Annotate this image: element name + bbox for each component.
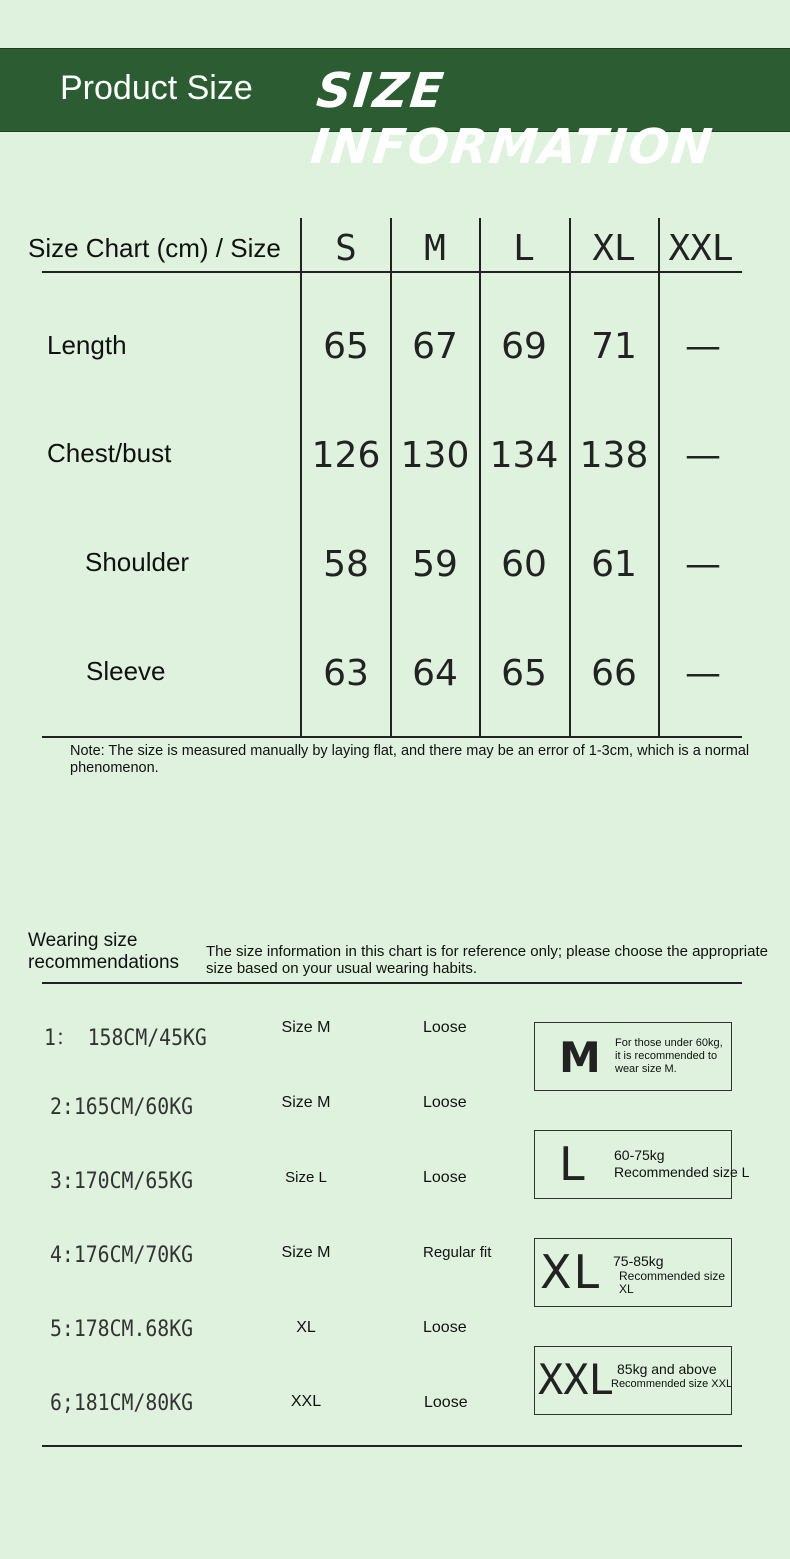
cell-sleeve-l: 65 [501, 653, 547, 694]
row-label-chest: Chest/bust [47, 438, 172, 468]
wearing-bottom-rule [42, 1445, 742, 1447]
box-text-xl [613, 1253, 725, 1296]
cell-length-xl: 71 [591, 326, 637, 367]
table-bottom-rule [42, 736, 742, 738]
cell-sleeve-m: 64 [412, 653, 458, 694]
size-box-l [534, 1130, 750, 1199]
box-letter-l: L [559, 1137, 585, 1191]
size-box-xxl [534, 1346, 732, 1415]
cell-shoulder-xxl: — [685, 544, 721, 585]
size-box-xl [534, 1238, 732, 1307]
rec-height-weight-6: 6;181CM/80KG [50, 1391, 194, 1416]
wearing-title-line1: Wearing size [28, 930, 138, 951]
wearing-title [28, 930, 179, 974]
cell-chest-xl: 138 [579, 435, 649, 476]
size-header-s: S [335, 228, 357, 269]
box-letter-xl: XL [540, 1245, 602, 1299]
cell-shoulder-l: 60 [501, 544, 547, 585]
box-text-l [614, 1147, 749, 1181]
cell-shoulder-xl: 61 [591, 544, 637, 585]
box-m-line1: For those under 60kg, [615, 1037, 723, 1049]
box-text-m [615, 1037, 723, 1076]
cell-sleeve-xxl: — [685, 653, 721, 694]
row-label-shoulder: Shoulder [85, 547, 190, 577]
size-header-xxl: XXL [668, 228, 734, 269]
box-m-line2: it is recommended to [615, 1050, 718, 1062]
cell-sleeve-s: 63 [323, 653, 369, 694]
rec-height-weight-4: 4:176CM/70KG [50, 1243, 194, 1268]
size-chart-header-label: Size Chart (cm) / Size [28, 233, 281, 263]
product-size-title: Product Size [60, 69, 253, 107]
cell-sleeve-xl: 66 [591, 653, 637, 694]
rec-height-weight-2: 2:165CM/60KG [50, 1095, 194, 1120]
rec-height-weight-3: 3:170CM/65KG [50, 1169, 194, 1194]
box-letter-xxl: XXL [538, 1355, 614, 1404]
wearing-title-line2: recommendations [28, 952, 180, 973]
box-xxl-line2: Recommended size XXL [611, 1378, 733, 1390]
table-header-rule [42, 271, 742, 273]
cell-length-m: 67 [412, 326, 458, 367]
cell-length-xxl: — [685, 326, 721, 367]
rec-fit-1: Loose [423, 1019, 467, 1036]
rec-fit-2: Loose [423, 1094, 467, 1111]
size-header-xl: XL [592, 228, 636, 269]
row-label-sleeve: Sleeve [86, 656, 166, 686]
rec-size-2: Size M [281, 1094, 331, 1111]
rec-height-weight-1: 1： 158CM/45KG [44, 1026, 207, 1051]
box-xxl-line1: 85kg and above [617, 1361, 717, 1377]
box-xl-line1: 75-85kg [613, 1253, 664, 1269]
rec-height-weight-5: 5:178CM.68KG [50, 1317, 194, 1342]
rec-size-3: Size L [285, 1169, 327, 1186]
measurement-note: Note: The size is measured manually by laying flat, and there may be an error of 1-3cm, which is a normal phenomenon. [70, 743, 750, 776]
box-l-line1: 60-75kg [614, 1147, 665, 1163]
cell-shoulder-m: 59 [412, 544, 458, 585]
cell-chest-m: 130 [400, 435, 470, 476]
cell-chest-l: 134 [489, 435, 559, 476]
header-banner [0, 48, 790, 175]
cell-shoulder-s: 58 [323, 544, 369, 585]
rec-fit-5: Loose [423, 1319, 467, 1336]
size-information-title: SIZE INFORMATION [308, 63, 717, 175]
rec-size-4: Size M [281, 1244, 331, 1261]
cell-chest-s: 126 [311, 435, 381, 476]
rec-fit-6: Loose [424, 1394, 468, 1411]
cell-chest-xxl: — [685, 435, 721, 476]
box-text-xxl [611, 1361, 732, 1391]
box-xl-line3: XL [619, 1282, 634, 1296]
row-label-length: Length [47, 330, 127, 360]
rec-fit-3: Loose [423, 1169, 467, 1186]
box-m-line3: wear size M. [615, 1063, 677, 1075]
rec-size-6: XXL [290, 1393, 322, 1410]
size-box-m [534, 1022, 732, 1091]
box-xl-line2: Recommended size [619, 1269, 726, 1283]
box-letter-m: M [559, 1033, 601, 1082]
rec-fit-4: Regular fit [423, 1244, 492, 1261]
cell-length-l: 69 [501, 326, 547, 367]
size-header-m: M [424, 228, 446, 269]
box-l-line2: Recommended size L [614, 1164, 750, 1180]
wearing-description: The size information in this chart is for reference only; please choose the appropriate size based on your usual wearing habits. [206, 943, 768, 977]
rec-size-1: Size M [281, 1019, 331, 1036]
size-header-l: L [513, 228, 535, 269]
wearing-top-rule [42, 982, 742, 984]
rec-size-5: XL [296, 1319, 316, 1336]
cell-length-s: 65 [323, 326, 369, 367]
